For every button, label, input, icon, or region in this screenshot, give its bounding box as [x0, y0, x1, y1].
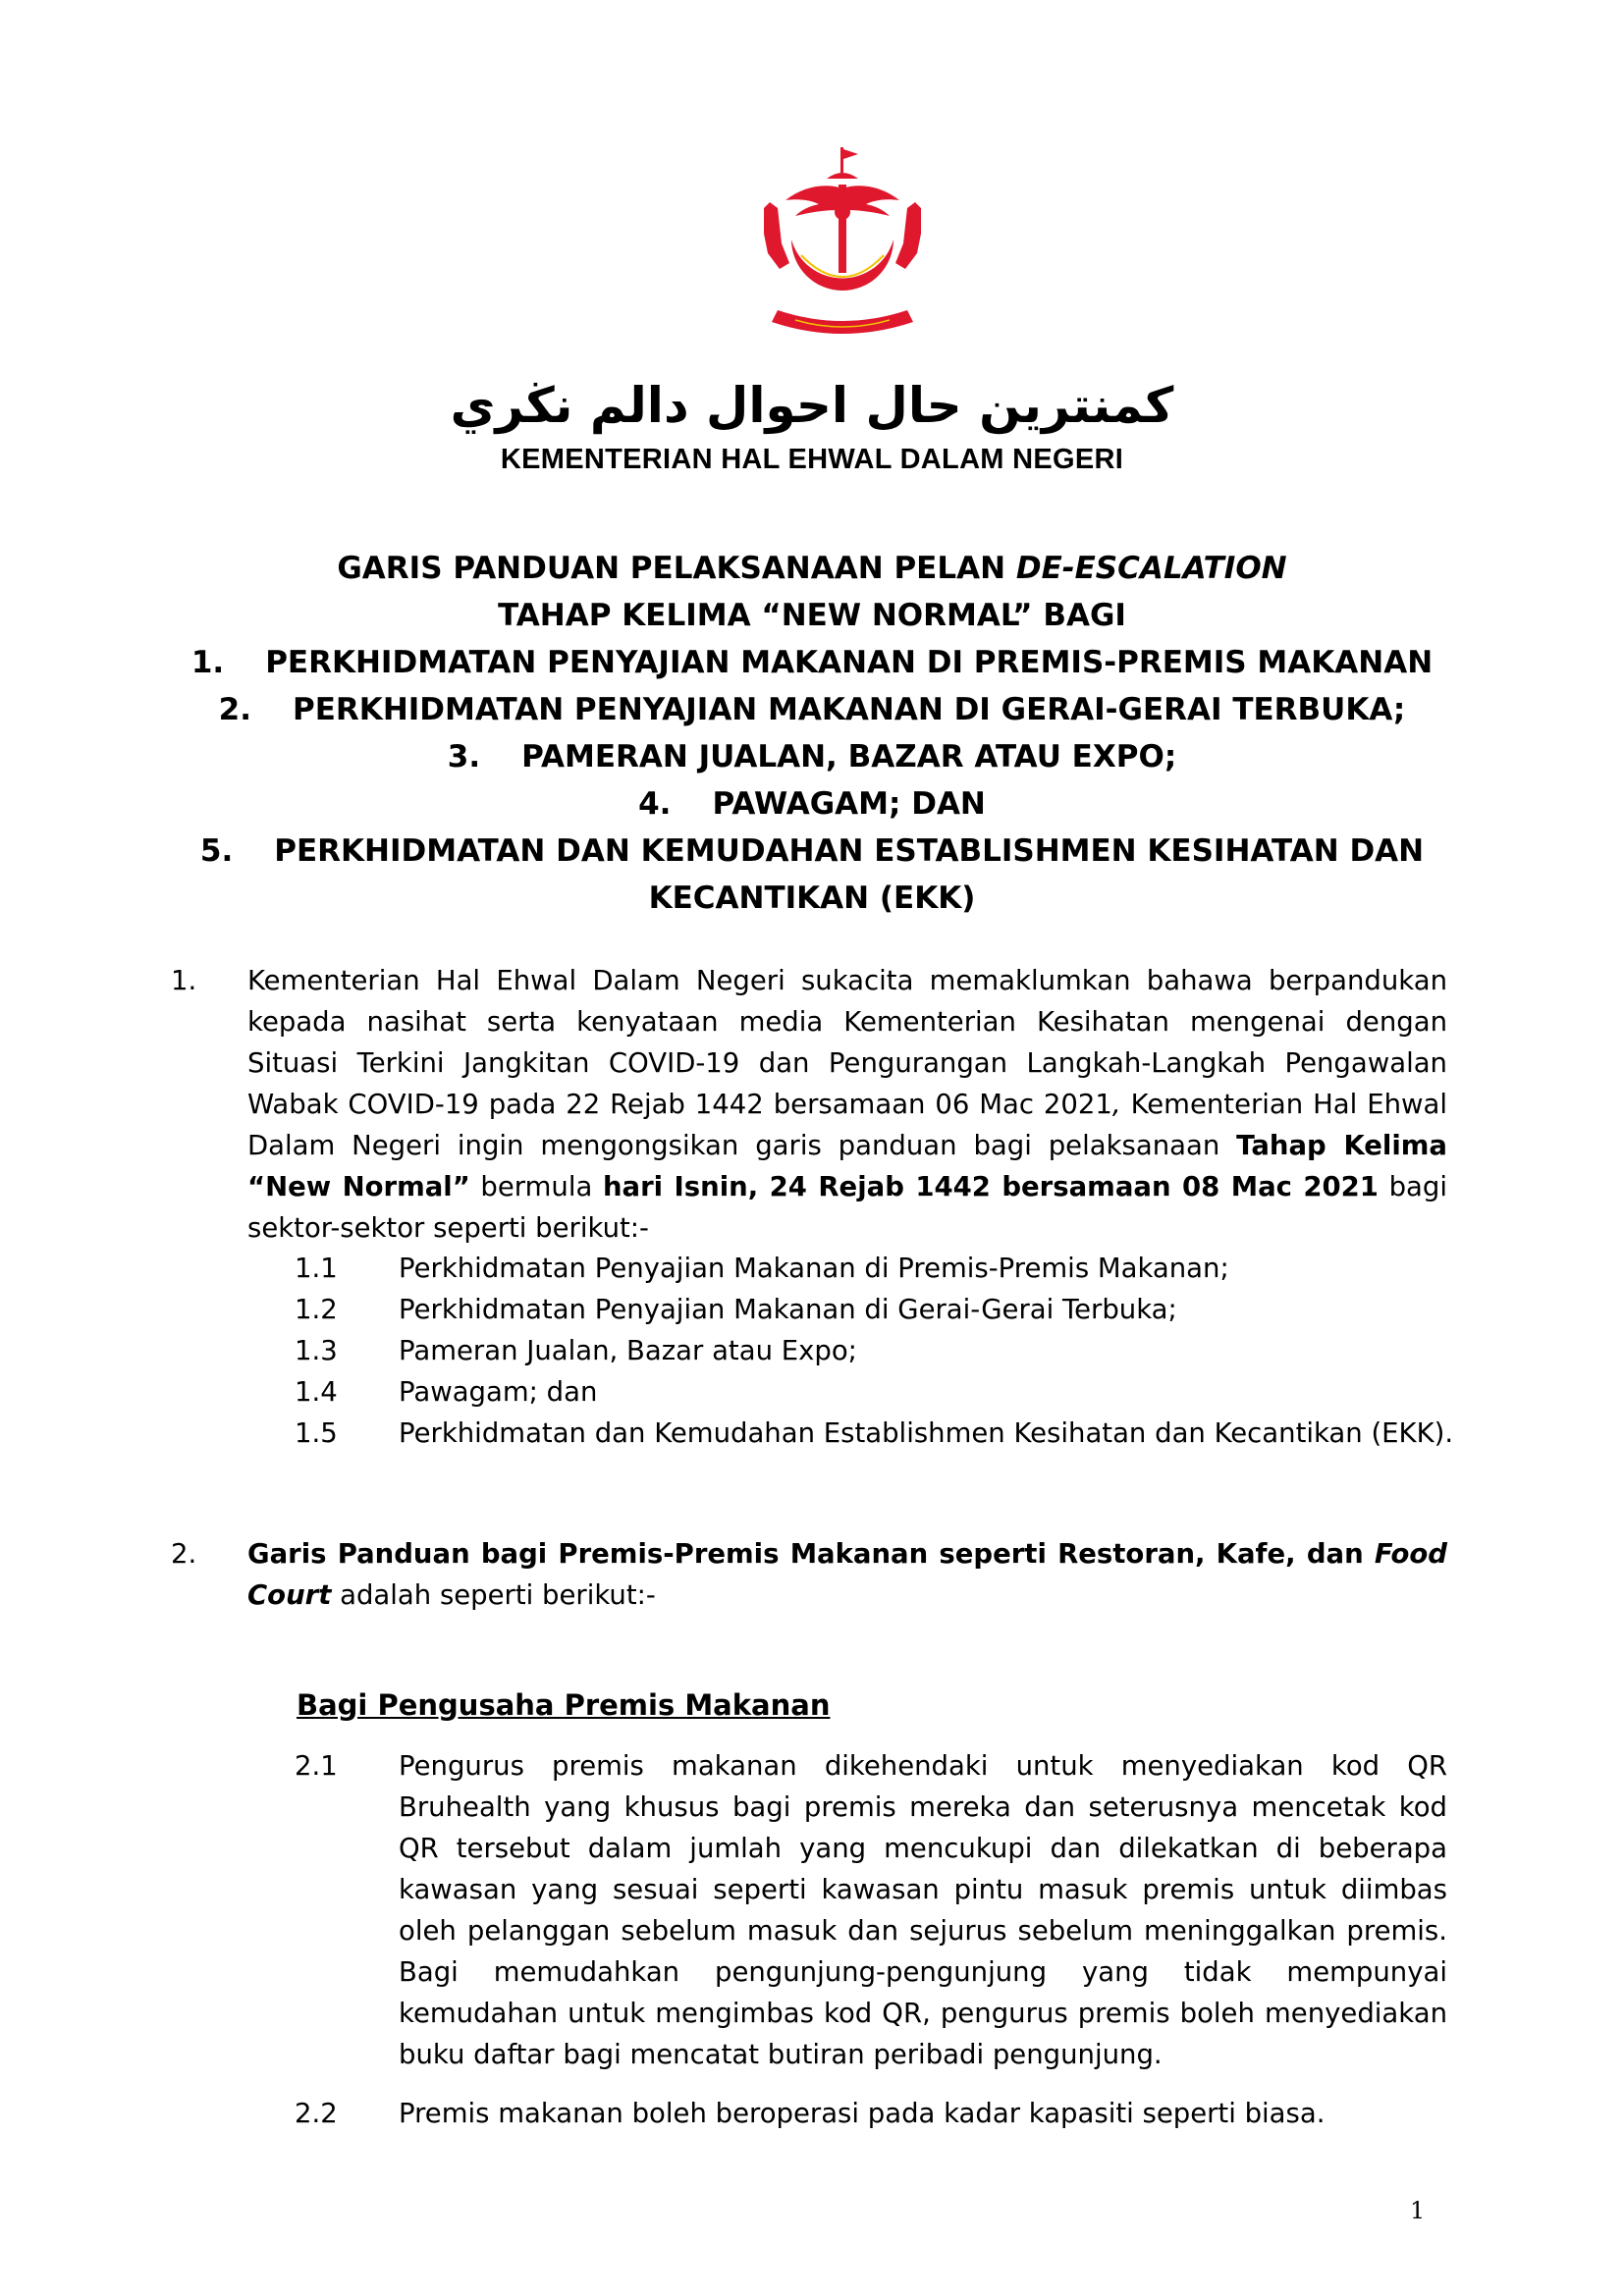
page-number: 1 — [1410, 2197, 1426, 2224]
list-item: 1.5 Perkhidmatan dan Kemudahan Establishmen Kesihatan dan Kecantikan (EKK). — [295, 1417, 1454, 1449]
section-item-2-1 — [295, 1745, 1447, 2075]
title-line-1: GARIS PANDUAN PELAKSANAAN PELAN DE-ESCALATION — [337, 551, 1287, 586]
item-number: 2.1 — [295, 1750, 338, 1782]
paragraph-number: 1. — [171, 965, 197, 996]
title-item-1: 1. PERKHIDMATAN PENYAJIAN MAKANAN DI PREMIS-PREMIS MAKANAN — [190, 645, 1434, 680]
item-text: Premis makanan boleh beroperasi pada kadar kapasiti seperti biasa. — [399, 2098, 1326, 2129]
list-item: 1.2 Perkhidmatan Penyajian Makanan di Gerai-Gerai Terbuka; — [295, 1294, 1177, 1325]
list-item: 1.4 Pawagam; dan — [295, 1376, 598, 1408]
item-number: 2.2 — [295, 2098, 338, 2129]
paragraph-text: Kementerian Hal Ehwal Dalam Negeri sukacita memaklumkan bahawa berpandukan kepada nasihat serta kenyataan media Kementerian Kesihatan mengenai dengan Situasi Terkini Jangkitan COVID-19 dan Pengurangan Langkah-Langkah Pengawalan Wabak COVID-19 pada 22 Rejab 1442 bersamaan 06 Mac 2021, Kementerian Hal Ehwal Dalam Negeri ingin mengongsikan garis panduan bagi pelaksanaan Tahap Kelima “New Normal” bermula hari Isnin, 24 Rejab 1442 bersamaan 08 Mac 2021 bagi sektor-sektor seperti berikut:- — [247, 965, 1447, 1244]
section-heading: Bagi Pengusaha Premis Makanan — [297, 1688, 831, 1722]
title-line-2: TAHAP KELIMA “NEW NORMAL” BAGI — [498, 598, 1126, 633]
title-item-2: 2. PERKHIDMATAN PENYAJIAN MAKANAN DI GERAI-GERAI TERBUKA; — [218, 692, 1406, 727]
ministry-name: KEMENTERIAN HAL EHWAL DALAM NEGERI — [500, 444, 1124, 475]
paragraph-text: Garis Panduan bagi Premis-Premis Makanan seperti Restoran, Kafe, dan Food Court adalah seperti berikut:- — [247, 1538, 1447, 1611]
document-title — [137, 545, 1487, 922]
paragraph-number: 2. — [171, 1538, 197, 1570]
title-item-5: 5. PERKHIDMATAN DAN KEMUDAHAN ESTABLISHMEN KESIHATAN DAN — [199, 833, 1425, 869]
sector-list — [295, 1248, 1453, 1454]
list-item: 1.1 Perkhidmatan Penyajian Makanan di Premis-Premis Makanan; — [295, 1253, 1229, 1284]
paragraph-2 — [171, 1533, 1447, 1616]
paragraph-1 — [171, 960, 1447, 1249]
brunei-crest-icon — [756, 145, 929, 342]
title-item-5-cont: KECANTIKAN (EKK) — [648, 881, 976, 916]
title-item-3: 3. PAMERAN JUALAN, BAZAR ATAU EXPO; — [447, 739, 1177, 774]
title-item-4: 4. PAWAGAM; DAN — [638, 786, 986, 822]
item-text: Pengurus premis makanan dikehendaki untuk menyediakan kod QR Bruhealth yang khusus bagi premis mereka dan seterusnya mencetak kod QR tersebut dalam jumlah yang mencukupi dan dilekatkan di beberapa kawasan yang sesuai seperti kawasan pintu masuk premis untuk diimbas oleh pelanggan sebelum masuk dan sejurus sebelum meninggalkan premis. Bagi memudahkan pengunjung-pengunjung yang tidak mempunyai kemudahan untuk mengimbas kod QR, pengurus premis boleh menyediakan buku daftar bagi mencatat butiran peribadi pengunjung. — [399, 1750, 1447, 2070]
list-item: 1.3 Pameran Jualan, Bazar atau Expo; — [295, 1335, 857, 1366]
ministry-name-jawi: كمنترين حال احوال دالم نڬري — [450, 377, 1174, 434]
section-item-2-2 — [295, 2093, 1447, 2134]
